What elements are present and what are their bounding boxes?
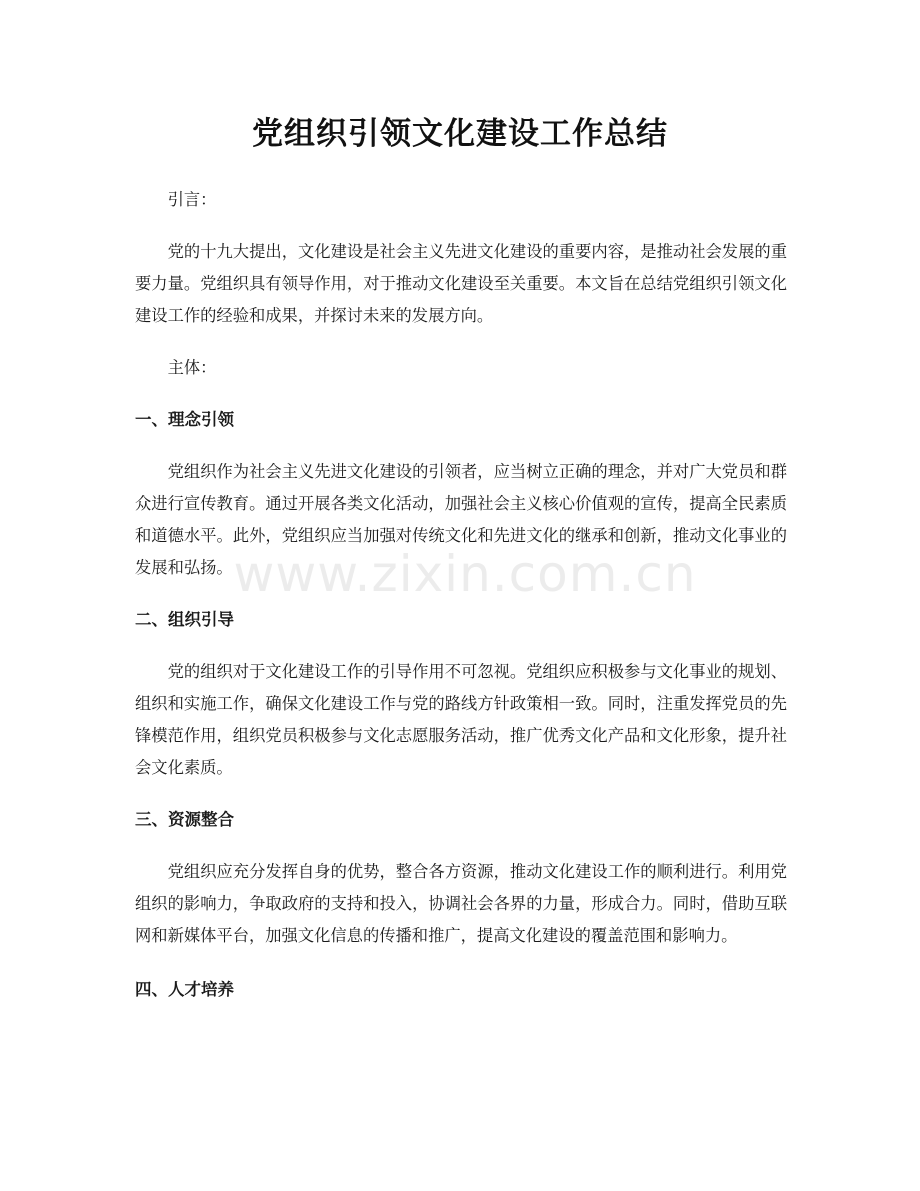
body-label: 主体： [167,358,217,377]
section-paragraph-1: 党组织作为社会主义先进文化建设的引领者，应当树立正确的理念，并对广大党员和群众进行宣传教育。通过开展各类文化活动，加强社会主义核心价值观的宣传，提高全民素质和道德水平。此外，党组织应当加强对传统文化和先进文化的继承和创新，推动文化事业的发展和弘扬。 [135,462,787,577]
section-paragraph-2: 党的组织对于文化建设工作的引导作用不可忽视。党组织应积极参与文化事业的规划、组织和实施工作，确保文化建设工作与党的路线方针政策相一致。同时，注重发挥党员的先锋模范作用，组织党员积极参与文化志愿服务活动，推广优秀文化产品和文化形象，提升社会文化素质。 [135,662,787,777]
document-title: 党组织引领文化建设工作总结 [252,116,668,152]
section-heading-2: 二、组织引导 [135,610,234,629]
watermark: www.zixin.com.cn [233,545,697,603]
section-heading-3: 三、资源整合 [135,810,234,829]
intro-label: 引言： [167,190,217,209]
section-heading-1: 一、理念引领 [135,410,234,429]
intro-paragraph: 党的十九大提出，文化建设是社会主义先进文化建设的重要内容，是推动社会发展的重要力量。党组织具有领导作用，对于推动文化建设至关重要。本文旨在总结党组织引领文化建设工作的经验和成果，并探讨未来的发展方向。 [135,242,787,325]
section-paragraph-3: 党组织应充分发挥自身的优势，整合各方资源，推动文化建设工作的顺利进行。利用党组织的影响力，争取政府的支持和投入，协调社会各界的力量，形成合力。同时，借助互联网和新媒体平台，加强文化信息的传播和推广，提高文化建设的覆盖范围和影响力。 [135,862,787,945]
document-body [135,184,787,1006]
section-heading-4: 四、人才培养 [135,980,234,999]
